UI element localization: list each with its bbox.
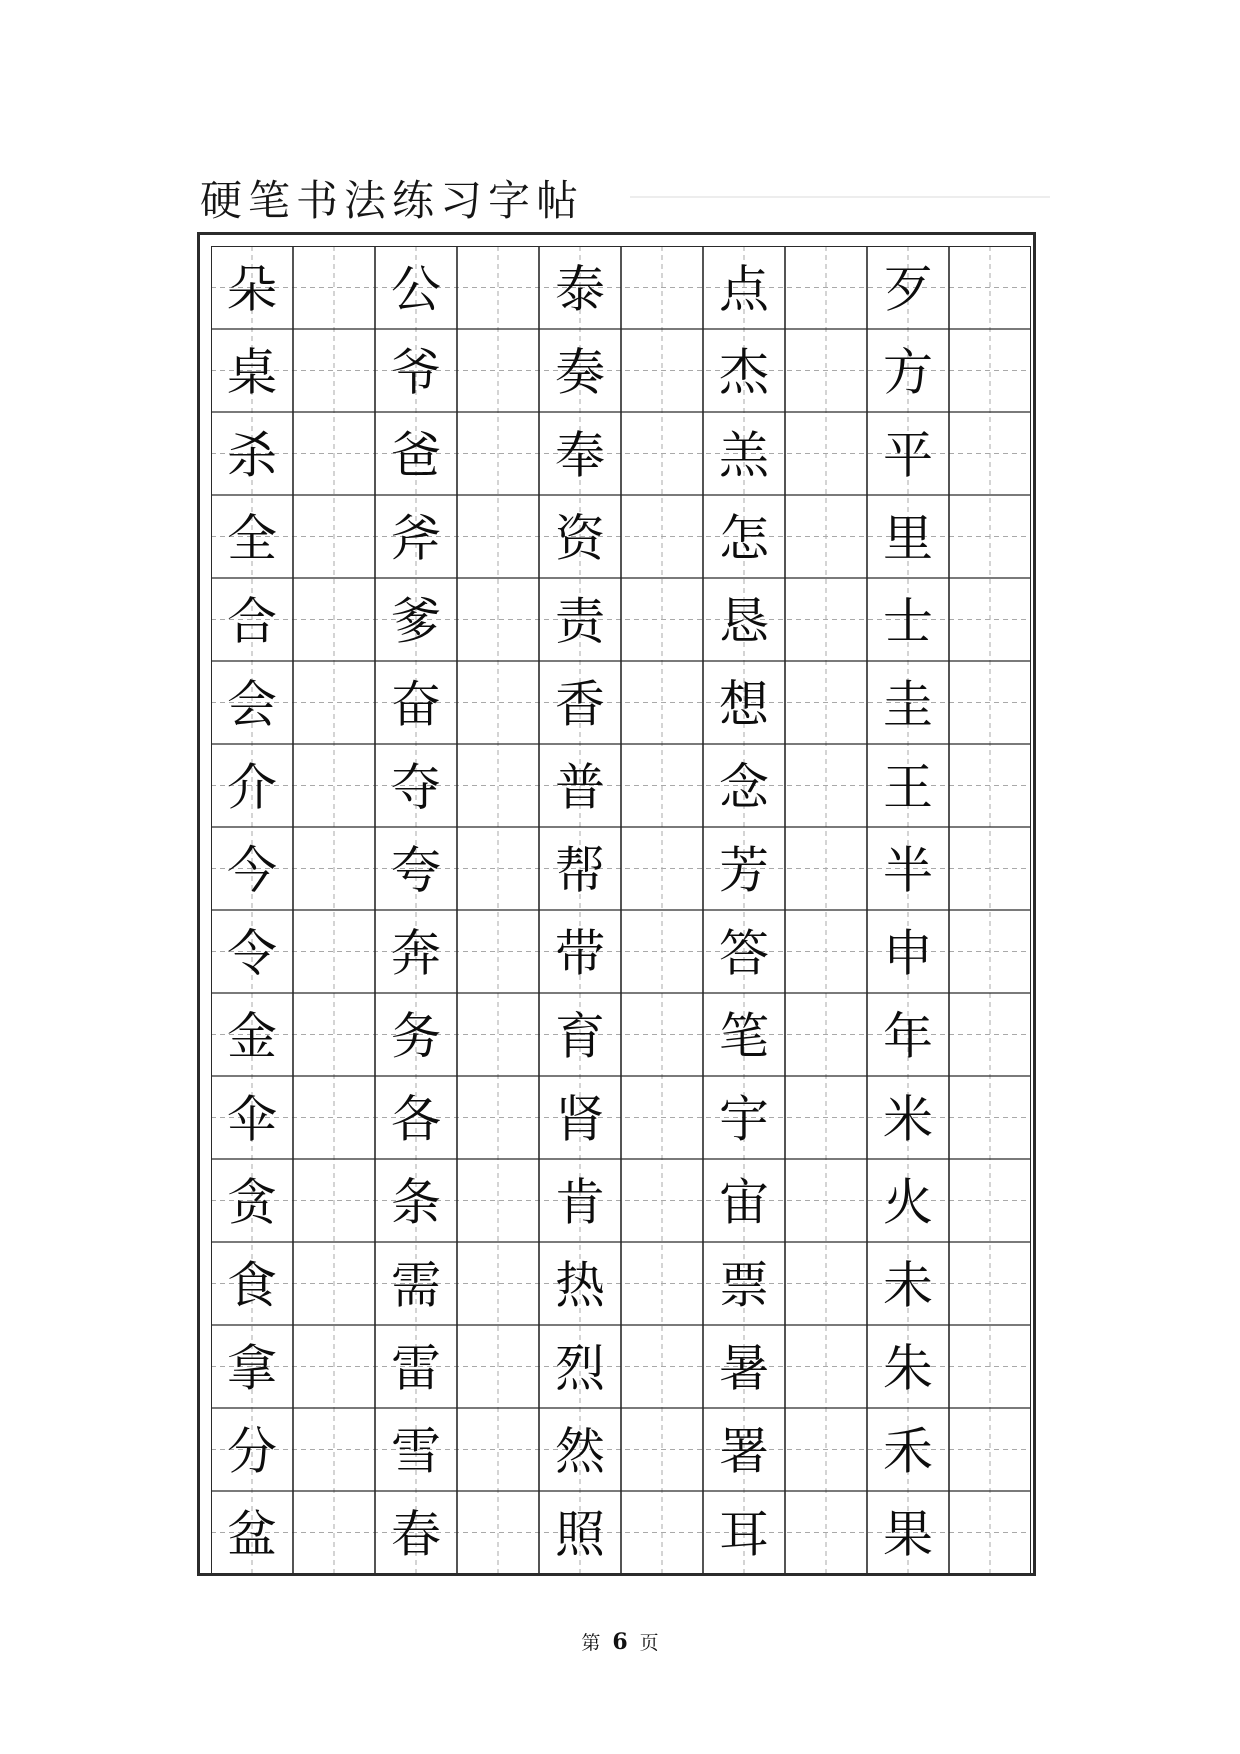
model-character: 爹 [391, 592, 441, 651]
model-character: 春 [391, 1505, 441, 1564]
model-character: 方 [883, 343, 933, 402]
model-character: 盆 [227, 1505, 277, 1564]
model-character: 申 [883, 924, 933, 983]
model-character: 念 [719, 758, 769, 817]
model-character: 年 [883, 1007, 933, 1066]
model-character: 果 [883, 1505, 933, 1564]
footer-prefix: 第 [581, 1632, 601, 1654]
model-character: 普 [555, 758, 605, 817]
page-footer [0, 1628, 1240, 1655]
model-character: 令 [227, 924, 277, 983]
model-character: 圭 [883, 675, 933, 734]
model-character: 未 [883, 1256, 933, 1315]
footer-suffix: 页 [639, 1632, 659, 1654]
model-character: 条 [391, 1173, 441, 1232]
model-character: 怎 [719, 509, 769, 568]
model-character: 介 [227, 758, 277, 817]
model-character: 杀 [227, 426, 277, 485]
model-character: 宇 [719, 1090, 769, 1149]
practice-grid [211, 246, 1031, 1574]
model-character: 禾 [883, 1422, 933, 1481]
model-character: 照 [555, 1505, 605, 1564]
model-character: 责 [555, 592, 605, 651]
model-character: 夺 [391, 758, 441, 817]
model-character: 半 [883, 841, 933, 900]
model-character: 帮 [555, 841, 605, 900]
model-character: 会 [227, 675, 277, 734]
model-character: 耳 [719, 1505, 769, 1564]
model-character: 朱 [883, 1339, 933, 1398]
model-character: 香 [555, 675, 605, 734]
model-character: 肾 [555, 1090, 605, 1149]
model-character: 奏 [555, 343, 605, 402]
model-character: 今 [227, 841, 277, 900]
model-character: 奉 [555, 426, 605, 485]
model-character: 米 [883, 1090, 933, 1149]
model-character: 士 [883, 592, 933, 651]
model-character: 全 [227, 509, 277, 568]
model-character: 金 [227, 1007, 277, 1066]
model-character: 王 [883, 758, 933, 817]
model-character: 雪 [391, 1422, 441, 1481]
model-character: 分 [227, 1422, 277, 1481]
model-character: 暑 [719, 1339, 769, 1398]
model-character: 合 [227, 592, 277, 651]
model-character: 恳 [719, 592, 769, 651]
model-character: 拿 [227, 1339, 277, 1398]
model-character: 歹 [883, 260, 933, 319]
model-character: 泰 [555, 260, 605, 319]
model-character: 带 [555, 924, 605, 983]
model-character: 署 [719, 1422, 769, 1481]
model-character: 奋 [391, 675, 441, 734]
model-character: 夸 [391, 841, 441, 900]
model-character: 票 [719, 1256, 769, 1315]
title-underline [630, 196, 1050, 198]
model-character: 里 [883, 509, 933, 568]
model-character: 羔 [719, 426, 769, 485]
model-character: 斧 [391, 509, 441, 568]
model-character: 雷 [391, 1339, 441, 1398]
model-character: 爸 [391, 426, 441, 485]
model-character: 伞 [227, 1090, 277, 1149]
model-character: 资 [555, 509, 605, 568]
model-character: 肯 [555, 1173, 605, 1232]
model-character: 想 [719, 675, 769, 734]
model-character: 杰 [719, 343, 769, 402]
model-character: 公 [391, 260, 441, 319]
model-character: 爷 [391, 343, 441, 402]
model-character: 然 [555, 1422, 605, 1481]
model-character: 育 [555, 1007, 605, 1066]
model-character: 烈 [555, 1339, 605, 1398]
model-character: 笔 [719, 1007, 769, 1066]
model-character: 热 [555, 1256, 605, 1315]
model-character: 各 [391, 1090, 441, 1149]
model-character: 平 [883, 426, 933, 485]
model-character: 贪 [227, 1173, 277, 1232]
model-character: 答 [719, 924, 769, 983]
model-character: 点 [719, 260, 769, 319]
model-character: 食 [227, 1256, 277, 1315]
model-character: 火 [883, 1173, 933, 1232]
page-number: 6 [612, 1629, 628, 1655]
model-character: 务 [391, 1007, 441, 1066]
page-title: 硬笔书法练习字帖 [200, 176, 585, 225]
model-character: 芳 [719, 841, 769, 900]
model-character: 奔 [391, 924, 441, 983]
model-character: 朵 [227, 260, 277, 319]
model-character: 桌 [227, 343, 277, 402]
model-character: 宙 [719, 1173, 769, 1232]
model-character: 需 [391, 1256, 441, 1315]
